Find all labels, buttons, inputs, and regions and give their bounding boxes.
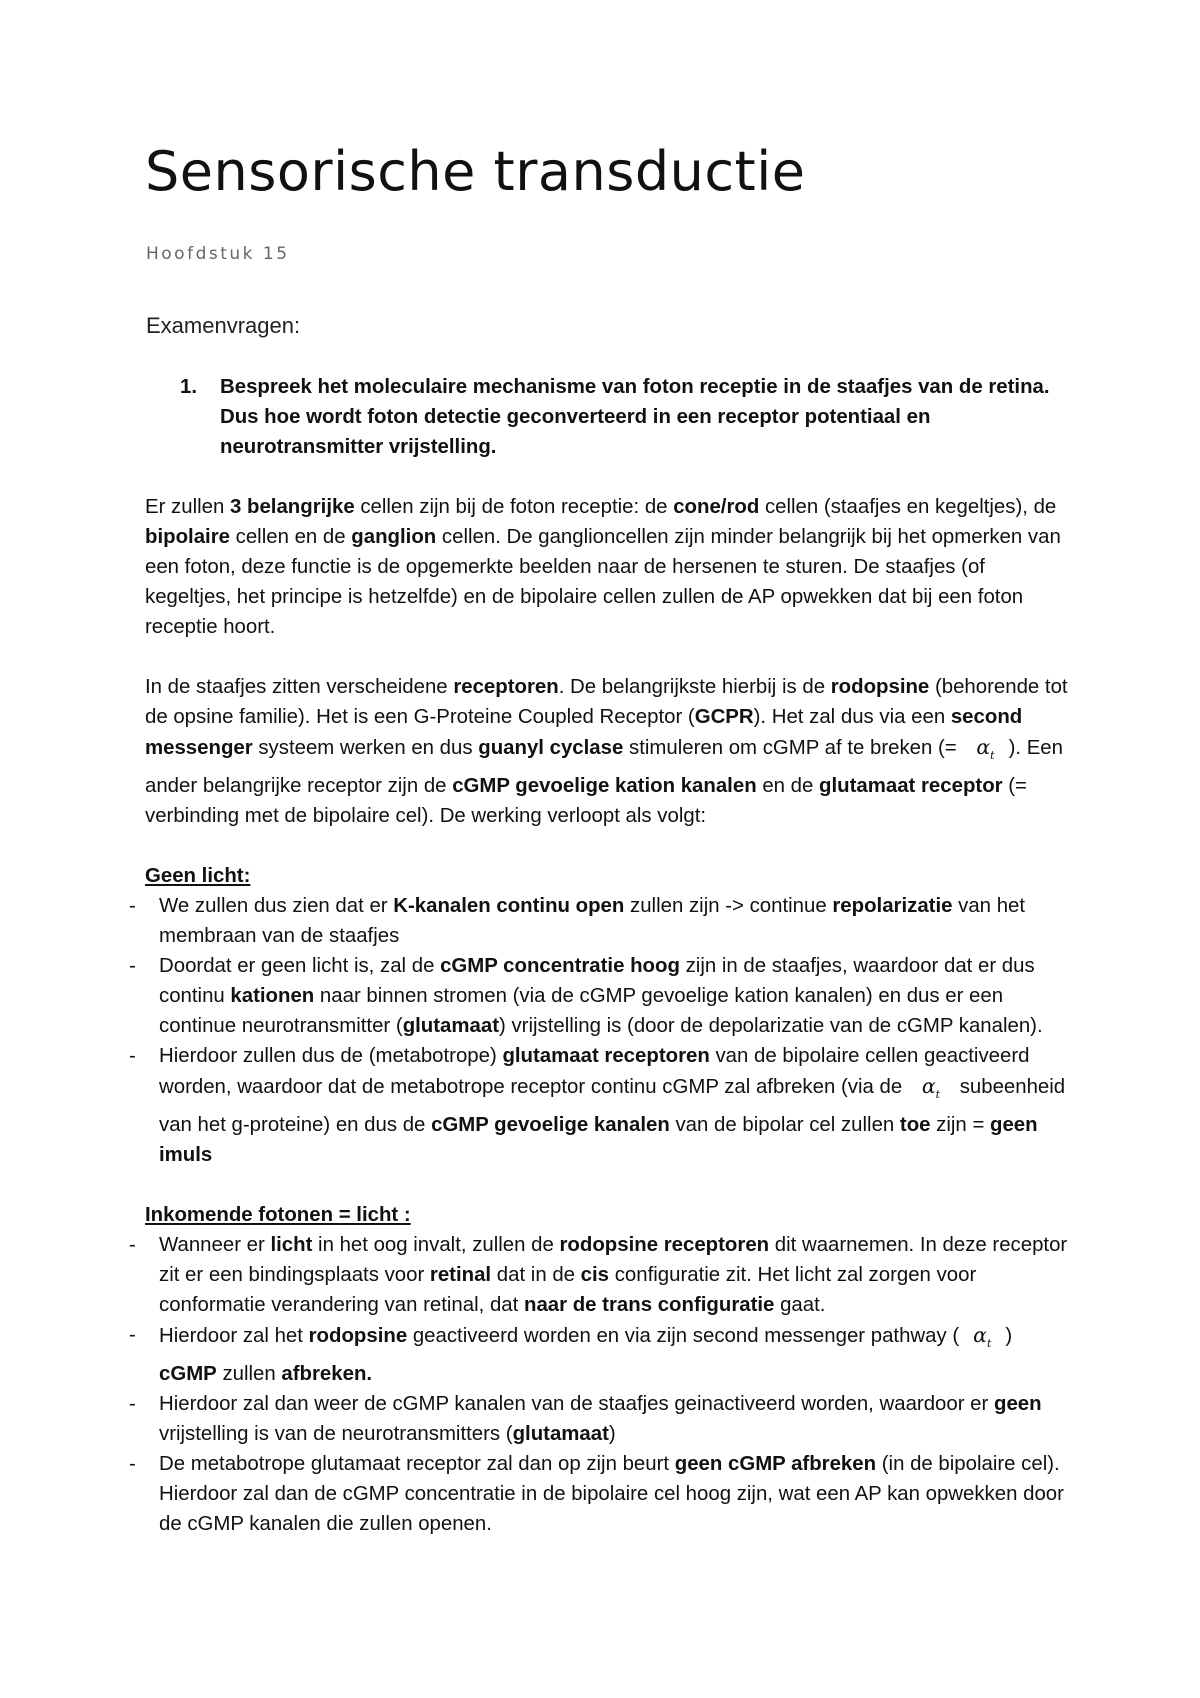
dash-bullet: - [129, 1324, 136, 1347]
alpha-letter: α [976, 735, 991, 759]
exam-questions-label: Examenvragen: [146, 313, 301, 338]
dash-bullet: - [129, 1045, 136, 1068]
text: . De belangrijkste hierbij is de [558, 676, 831, 698]
bold-text: glutamaat receptoren [502, 1045, 710, 1068]
alpha-subscript: t [935, 1088, 941, 1102]
bold-text: 3 belangrijke [230, 496, 355, 518]
section-heading-no-light: Geen licht: [145, 865, 251, 888]
list-item [129, 1230, 1075, 1320]
text: van het membraan van de staafjes [159, 895, 1026, 948]
alpha-letter: α [921, 1074, 936, 1099]
bold-text: licht [270, 1234, 313, 1257]
bold-text: rodopsine receptoren [559, 1234, 770, 1257]
text: geactiveerd worden en via zijn second messenger pathway ( [407, 1325, 960, 1348]
bold-text: cGMP concentratie hoog [440, 955, 680, 978]
text: systeem werken en dus [252, 737, 479, 759]
dash-bullet: - [129, 955, 136, 978]
bold-text: afbreken. [281, 1363, 373, 1386]
text: cellen en de [229, 526, 352, 548]
text: Hierdoor zal dan weer de cGMP kanalen van de staafjes geinactiveerd worden, waardoor er [159, 1393, 994, 1416]
text: In de staafjes zitten verscheidene [145, 676, 454, 698]
exam-question [145, 372, 1075, 462]
bold-text: bipolaire [145, 526, 230, 548]
text: ) [608, 1423, 616, 1446]
text: naar binnen stromen (via de cGMP gevoelige kation kanalen) en dus er een continue neurotransmitter ( [159, 985, 1004, 1038]
text: zijn = [930, 1114, 991, 1137]
list-item [129, 1320, 1075, 1389]
text: van de bipolar cel zullen [669, 1114, 900, 1137]
bold-text: toe [899, 1114, 931, 1137]
text: ) vrijstelling is (door de depolarizatie van de cGMP kanalen). [499, 1015, 1043, 1038]
bold-text: K-kanalen continu open [393, 895, 625, 918]
alpha-t-symbol [973, 1320, 991, 1359]
text: (= verbinding met de bipolaire cel). De werking verloopt als volgt: [145, 775, 1027, 828]
light-list [129, 1230, 1075, 1539]
text: subeenheid van het g-proteine) en dus de [159, 1076, 1066, 1137]
alpha-subscript: t [990, 749, 995, 763]
text: in het oog invalt, zullen de [312, 1234, 560, 1257]
paragraph-cells [145, 492, 1075, 642]
text: van de bipolaire cellen geactiveerd worden, waardoor dat de metabotrope receptor continu cGMP zal afbreken (via de [159, 1045, 1030, 1099]
bold-text: repolarizatie [832, 895, 953, 918]
dash-bullet: - [129, 1393, 136, 1416]
list-item [129, 951, 1075, 1041]
text: vrijstelling is van de neurotransmitters ( [159, 1423, 513, 1446]
bold-text: geen [993, 1393, 1042, 1416]
bold-text: GCPR [694, 706, 754, 728]
text: zullen zijn -> continue [624, 895, 833, 918]
bold-text: geen imuls [159, 1114, 1038, 1167]
bold-text: cone/rod [673, 496, 760, 518]
bold-text: cGMP [159, 1363, 217, 1386]
text: Hierdoor zullen dus de (metabotrope) [159, 1045, 503, 1068]
text: stimuleren om cGMP af te breken (= [623, 737, 963, 759]
bold-text: glutamaat receptor [819, 775, 1003, 798]
text: zijn in de staafjes, waardoor dat er dus continu [159, 955, 1035, 1008]
list-item [129, 1041, 1075, 1170]
text: Hierdoor zal het [159, 1325, 309, 1348]
text: Doordat er geen licht is, zal de [159, 955, 441, 978]
text: cellen. De ganglioncellen zijn minder belangrijk bij het opmerken van een foton, deze functie is de opgemerkte beelden naar de hersenen te sturen. De staafjes (of kegeltjes, het principe is hetzelfde) en de bipolaire cellen zullen de AP opwekken dat bij een foton receptie hoort. [145, 526, 1061, 638]
bold-text: ganglion [351, 526, 437, 548]
text: gaat. [774, 1294, 826, 1317]
no-light-list [129, 891, 1075, 1170]
text: (in de bipolaire cel). Hierdoor zal dan de cGMP concentratie in de bipolaire cel hoog zijn, wat een AP kan opwekken door de cGMP kanalen die zullen openen. [159, 1453, 1064, 1536]
bold-text: glutamaat [402, 1015, 499, 1038]
text: cellen zijn bij de foton receptie: de [354, 496, 674, 518]
alpha-letter: α [973, 1323, 987, 1348]
dash-bullet: - [129, 1234, 136, 1257]
text: configuratie zit. Het licht zal zorgen voor conformatie verandering van retinal, dat [159, 1264, 977, 1317]
text: (behorende tot de opsine familie). Het is een G-Proteine Coupled Receptor ( [145, 676, 1068, 728]
list-item [129, 1389, 1075, 1449]
question-number: 1. [180, 376, 198, 398]
bold-text: glutamaat [512, 1423, 609, 1446]
bold-text: cis [580, 1264, 610, 1287]
bold-text: cGMP gevoelige kanalen [431, 1114, 670, 1137]
paragraph-receptors [145, 672, 1075, 831]
bold-text: retinal [429, 1264, 492, 1287]
bold-text: receptoren [453, 676, 559, 698]
alpha-t-symbol [976, 732, 994, 771]
text: dit waarnemen. In deze receptor zit er een bindingsplaats voor [159, 1234, 1068, 1287]
text: ). Een ander belangrijke receptor zijn de [145, 737, 1063, 798]
text: Er zullen [145, 496, 230, 518]
dash-bullet: - [129, 895, 136, 918]
bold-text: kationen [230, 985, 315, 1008]
bold-text: rodopsine [308, 1325, 408, 1348]
document-title: Sensorische transductie [145, 140, 806, 203]
alpha-t-symbol [922, 1071, 940, 1110]
alpha-subscript: t [986, 1337, 992, 1351]
text: We zullen dus zien dat er [159, 895, 394, 918]
text: De metabotrope glutamaat receptor zal dan op zijn beurt [159, 1453, 675, 1476]
text: dat in de [491, 1264, 581, 1287]
bold-text: guanyl cyclase [478, 737, 624, 759]
text: zullen [216, 1363, 282, 1386]
document-subtitle: Hoofdstuk 15 [146, 244, 290, 264]
bold-text: naar de trans configuratie [523, 1294, 775, 1317]
text: ) [1005, 1325, 1013, 1348]
question-text: Bespreek het moleculaire mechanisme van foton receptie in de staafjes van de retina. Dus hoe wordt foton detectie geconverteerd in een receptor potentiaal en neurotransmitter vrijstelling. [220, 376, 1050, 458]
bold-text: cGMP gevoelige kation kanalen [452, 775, 757, 798]
list-item [129, 891, 1075, 951]
dash-bullet: - [129, 1453, 136, 1476]
section-heading-light: Inkomende fotonen = licht : [145, 1204, 411, 1227]
list-item [129, 1449, 1075, 1539]
document-body [129, 372, 1075, 1569]
bold-text: geen cGMP afbreken [674, 1453, 877, 1476]
text: en de [756, 775, 820, 798]
bold-text: rodopsine [830, 676, 930, 698]
text: ). Het zal dus via een [753, 706, 951, 728]
text: cellen (staafjes en kegeltjes), de [759, 496, 1057, 518]
text: Wanneer er [159, 1234, 271, 1257]
bold-text: second messenger [145, 706, 1023, 759]
